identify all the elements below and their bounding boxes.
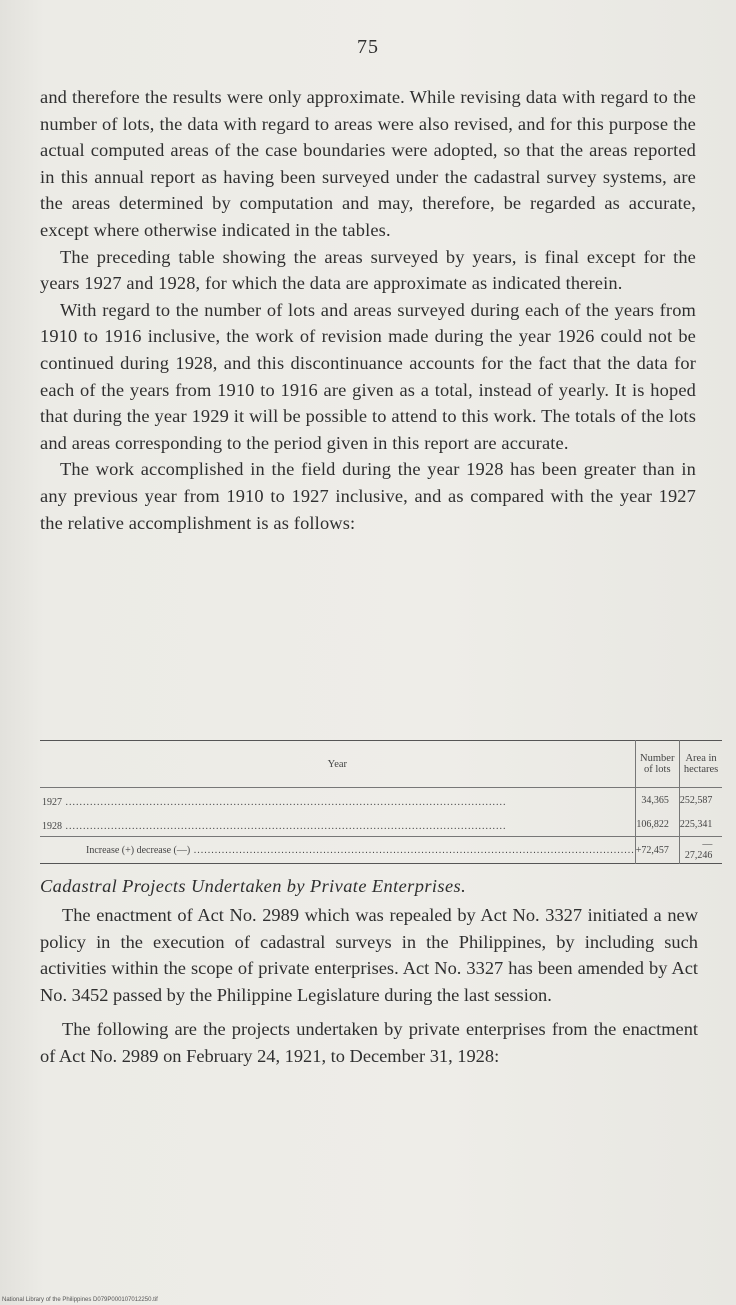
section-title: Cadastral Projects Undertaken by Private Enterprises.: [40, 876, 467, 896]
section-text: [40, 902, 698, 1070]
header-lots: Number of lots: [635, 741, 679, 788]
header-year: Year: [40, 741, 635, 788]
row-lots: 34,365: [635, 788, 679, 813]
section-paragraph-1: The enactment of Act No. 2989 which was repealed by Act No. 3327 initiated a new policy in the execution of cadastral surveys in the Philippines, by including such activities within the scope of private enterprises. Act No. 3327 has been amended by Act No. 3452 passed by the Philippine Legislature during the last session.: [40, 905, 698, 1005]
row-year: 1928: [42, 820, 62, 832]
paragraph-3: With regard to the number of lots and areas surveyed during each of the years from 1910 to 1916 inclusive, the work of revision made during the year 1926 could not be continued during 1928, and this discontinuance accounts for the fact that the data for each of the years from 1910 to 1916 are given as a total, instead of yearly. It is hoped that during the year 1929 it will be possible to attend to this work. The totals of the lots and areas corresponding to the period given in this report are accurate.: [40, 299, 696, 453]
header-area: Area in hectares: [679, 741, 722, 788]
table-total-row: [40, 837, 722, 864]
row-year: 1927: [42, 796, 62, 808]
table-row: [40, 812, 722, 837]
row-area: 252,587: [679, 788, 722, 813]
row-lots: 106,822: [635, 812, 679, 837]
paragraph-4: The work accomplished in the field during the year 1928 has been greater than in any previous year from 1910 to 1927 inclusive, and as compared with the year 1927 the relative accomplishment is as follows:: [40, 459, 696, 533]
scan-footer: National Library of the Philippines D079P000107012250.tif: [2, 1297, 158, 1303]
paragraph-1: and therefore the results were only approximate. While revising data with regard to the number of lots, the data with regard to areas were also revised, and for this purpose the actual computed areas of the case boundaries were adopted, so that the areas reported in this annual report as having been surveyed under the cadastral survey systems, are the areas determined by computation and may, therefore, be regarded as accurate, except where otherwise indicated in the tables.: [40, 87, 696, 240]
table-row: [40, 788, 722, 813]
page-number: 75: [357, 36, 379, 58]
section-paragraph-2: The following are the projects undertaken by private enterprises from the enactment of Act No. 2989 on February 24, 1921, to December 31, 1928:: [40, 1019, 698, 1066]
body-text: [40, 84, 696, 536]
paragraph-2: The preceding table showing the areas surveyed by years, is final except for the years 1927 and 1928, for which the data are approximate as indicated therein.: [40, 246, 696, 294]
comparison-table: [40, 740, 719, 864]
total-lots: +72,457: [635, 837, 679, 864]
total-area: —27,246: [679, 837, 722, 864]
total-label: Increase (+) decrease (—): [86, 844, 191, 856]
row-area: 225,341: [679, 812, 722, 837]
